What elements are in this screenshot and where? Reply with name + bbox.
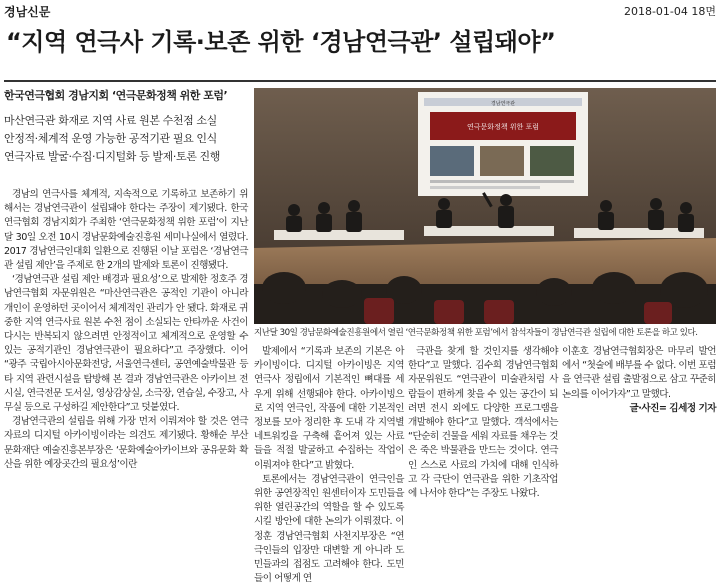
- body-paragraph: 토론에서는 경남연극관이 연극인을 위한 공연장적인 원센터이자 도민들을 위한 열린공간의 역할을 할 수 있도록 시킬 방안에 대한 논의가 이뤄졌다. 이정훈 경남연극협회 사천지부장은 “연극인들의 입장만 대변할 게 아니라 도민들과의 접점도 고려해야 한다. 도민들이 어떻게 연: [254, 473, 404, 585]
- body-paragraph: 경남의 연극사를 체계적, 지속적으로 기록하고 보존하기 위해서는 경남연극관이 설립돼야 한다는 주장이 제기됐다. 한국연극협회 경남지회가 주최한 ‘연극문화정책 위한 포럼’이 지난달 30일 오전 10시 경남문화예술진흥원 세미나실에서 열렸다. 2017 경남연극인대회 일환으로 진행된 이날 포럼은 ‘경남연극관 설립 제안’을 주제로 한 2개의 발제와 토론이 진행됐다.: [4, 189, 248, 272]
- publication-date: 2018-01-04 18면: [623, 5, 716, 18]
- article-body-column-2: [408, 345, 558, 501]
- article-byline: 글·사진= 김세정 기자: [629, 402, 716, 414]
- forum-photo-illustration: [254, 88, 716, 324]
- body-paragraph: ‘경남연극관 설립 제안 배경과 필요성’으로 발제한 정호주 경남연극협회 자문위원은 “마산연극관은 공적인 기관이 아니라 개인이 운영하던 곳이어서 체계적인 관리가 안 됐다. 화재로 귀중한 지역 연극사료 원본 수천 점이 소실되는 안타까운 사건이 다시는 반복되지 않으려면 안정적이고 체계적으로 운영할 수 있는 공적기관인 경남연극관이 필요하다”고 주장했다. 이어 “광주 국립아시아문화전당, 서울연극센터, 공연예술박물관 등 타 지역 관련시설을 탐방해 본 결과 경남연극관은 아카이브 전시실, 연극전문 도서실, 영상감상실, 소극장, 연습실, 수장고, 사무실 등으로 구성하길 제안한다”고 덧붙였다.: [4, 274, 248, 414]
- photo-caption: 지난달 30일 경남문화예술진흥원에서 열린 ‘연극문화정책 위한 포럼’에서 참석자들이 경남연극관 설립에 대한 토론을 하고 있다.: [254, 328, 698, 338]
- article-subhead: 한국연극협회 경남지회 ‘연극문화정책 위한 포럼’: [4, 89, 228, 102]
- article-body-column-1: [254, 345, 404, 586]
- body-paragraph: 발제에서 “기록과 보존의 기본은 아카이빙이다. 디지털 아카이빙은 지역 연극사 정립에서 기본적인 뼈대를 세우게 위해 선행돼야 한다. 아카이빙으로 지역 연극인, 작품에 대한 기본적인 정보를 모아 정리한 후 도내 각 지역별 네트워킹을 구축해 흩어져 있는 사료들을 적절 발굴하고 수집하는 작업이 이뤄져야 한다”고 밝혔다.: [254, 346, 404, 471]
- svg-text:연극문화정책 위한 포럼: 연극문화정책 위한 포럼: [466, 123, 540, 131]
- body-paragraph: 극관을 찾게 할 것인지를 생각해야 한다”고 말했다. 김수희 경남연극협회 자문위원도 “연극관이 미술관처럼 사람들이 편하게 찾을 수 있는 공간이 되려면 전시 외에도 다양한 프로그램을 개발해야 한다”고 말했다. 객석에서는 “단순히 건물을 세워 자료를 채우는 것은 죽은 박물관을 만드는 것이다. 연극인 스스로 사료의 가치에 대해 인식하고 각 극단이 연극관을 위한 기초작업에 나서야 한다”는 주장도 나왔다.: [408, 346, 558, 500]
- highlight-list: [4, 112, 244, 166]
- article-headline: “지역 연극사 기록·보존 위한 ‘경남연극관’ 설립돼야”: [6, 28, 556, 56]
- svg-text:경남연극관: 경남연극관: [490, 101, 516, 107]
- highlight-line: 안정적·체계적 운영 가능한 공적기관 필요 인식: [4, 132, 217, 145]
- body-paragraph: 경남연극관의 설립을 위해 가장 먼저 이뤄져야 할 것은 연극자료의 디지털 아카이빙이라는 의견도 제기됐다. 황해순 부산문화재단 예술진흥본부장은 ‘문화예술아카이브와 공유문화 확산을 위한 예장곳간의 필요성’이란: [4, 416, 248, 470]
- article-body-column-3: [562, 345, 716, 416]
- newspaper-brand: 경남신문: [4, 5, 51, 19]
- headline-divider: [4, 80, 716, 82]
- article-body-left: [4, 188, 248, 472]
- forum-photo: [254, 88, 716, 324]
- highlight-line: 연극자료 발굴·수집·디지털화 등 발제·토론 진행: [4, 150, 220, 163]
- body-paragraph: 이훈호 경남연극협회장은 마무리 발언에서 “첫술에 배부를 수 없다. 이번 포럼을 연극관 설립 출발점으로 삼고 꾸준히 논의를 이어가자”고 말했다.: [562, 346, 716, 400]
- highlight-line: 마산연극관 화재로 지역 사료 원본 수천점 소실: [4, 114, 217, 127]
